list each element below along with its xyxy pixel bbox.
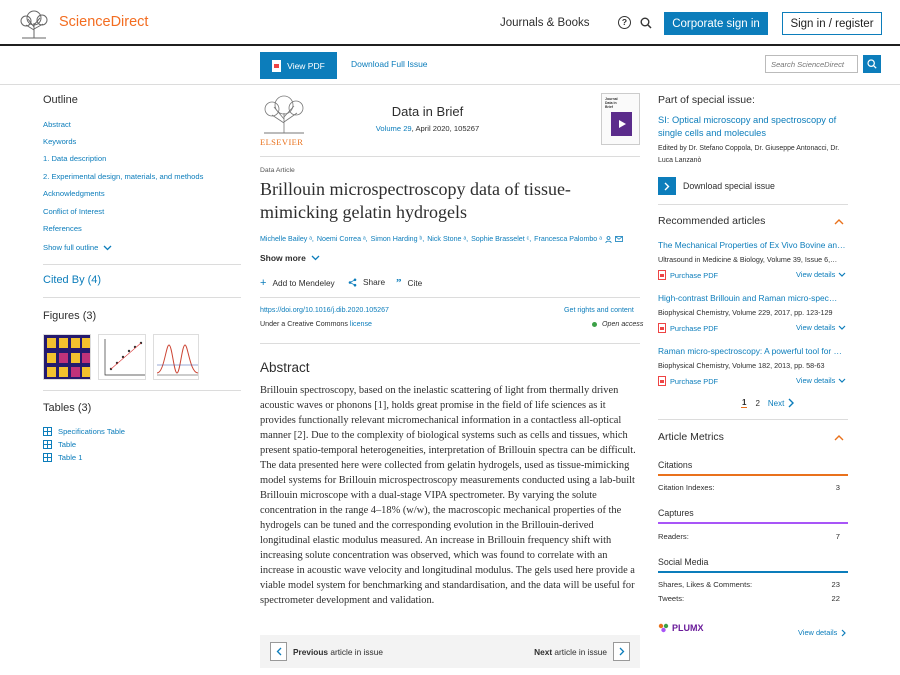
table-link-label: Table: [58, 440, 77, 449]
show-more-button[interactable]: [260, 253, 320, 263]
outline-item-acknowledgments[interactable]: Acknowledgments: [43, 189, 105, 198]
recommended-article-source: Biophysical Chemistry, Volume 229, 2017, pp. 123-129: [658, 308, 833, 317]
sidebar-divider: [658, 204, 848, 205]
plumx-logo[interactable]: [658, 623, 704, 633]
journal-cover-title: Journal Data in Brief: [605, 97, 618, 109]
journal-title[interactable]: Data in Brief: [391, 104, 464, 119]
abstract-divider: [260, 343, 640, 344]
next-rest: article in issue: [552, 646, 607, 657]
table-icon: [43, 440, 52, 449]
citation-indexes-value: 3: [835, 483, 840, 492]
special-issue-title[interactable]: SI: Optical microscopy and spectroscopy of single cells and molecules: [658, 115, 837, 138]
chevron-up-icon[interactable]: [834, 218, 844, 225]
search-icon: [867, 59, 877, 69]
chevron-right-icon: [788, 398, 794, 408]
help-icon[interactable]: ?: [618, 16, 631, 29]
table-icon: [43, 427, 52, 436]
site-header: [0, 0, 900, 46]
chevron-right-icon: [658, 177, 676, 195]
chevron-down-icon: [838, 378, 846, 383]
show-full-outline-button[interactable]: [43, 243, 112, 252]
article-header-divider: [260, 156, 640, 157]
metrics-view-details-link[interactable]: [798, 628, 846, 637]
volume-link[interactable]: Volume 29: [375, 124, 412, 133]
view-details-label: View details: [796, 270, 836, 279]
citation-indexes-row: [658, 483, 840, 492]
citations-bar: [658, 474, 848, 476]
author-link[interactable]: Sophie Brasselet ᶜ,: [471, 235, 532, 243]
show-more-label: Show more: [260, 253, 306, 263]
recommended-article-title[interactable]: [658, 346, 848, 356]
sidebar-divider: [43, 264, 241, 265]
elsevier-tree-logo[interactable]: [18, 9, 50, 39]
abstract-heading: Abstract: [260, 360, 310, 375]
outline-item-references[interactable]: References: [43, 224, 82, 233]
social-media-heading: Social Media: [658, 557, 709, 567]
purchase-pdf-label: Purchase PDF: [670, 323, 719, 333]
journal-cover-image: [611, 112, 632, 136]
sidebar-divider: [658, 419, 848, 420]
open-access-label: Open access: [602, 320, 644, 328]
purchase-pdf-link[interactable]: [658, 323, 718, 333]
readers-row: [658, 532, 840, 541]
chevron-down-icon: [838, 325, 846, 330]
recommended-article-title-text: The Mechanical Properties of Ex Vivo Bovine an…: [658, 240, 846, 250]
readers-value: 7: [835, 532, 840, 541]
outline-item-conflict[interactable]: Conflict of Interest: [43, 207, 105, 216]
elsevier-logo[interactable]: [260, 93, 308, 145]
purchase-pdf-link[interactable]: [658, 270, 718, 280]
special-issue-label: Part of special issue:: [658, 94, 755, 106]
next-page-label: Next: [767, 398, 785, 408]
tweets-value: 22: [831, 594, 840, 603]
pdf-icon: [272, 60, 281, 72]
pdf-icon: [658, 376, 666, 386]
outline-item-abstract[interactable]: Abstract: [43, 120, 71, 129]
table-icon: [43, 453, 52, 462]
recommended-pager: [741, 398, 794, 408]
purchase-pdf-label: Purchase PDF: [670, 270, 719, 280]
license-prefix: Under a Creative Commons: [260, 320, 350, 328]
view-details-label: View details: [796, 323, 836, 332]
article-actions-divider: [260, 297, 640, 298]
abstract-text: Brillouin spectroscopy, based on the inelastic scattering of light from thermally driven acoustic waves or phonons [1], holds great promise in the field of life sciences as it provides functionally relevant micromechanical information in a contactless all-optical manner [2]. Due to the complexity of biological systems such as cells and tissues, which present spatio-temporal heterogeneities, interpretation of Brillouin spectra can be difficult. The data presented here were collected from gelatin hydrogels, used as tissue-mimicking model systems for Brillouin microspectroscopy measurements conducted using a lab-built Brillouin microscope with a dual-stage VIPA spectrometer. By varying the solute concentration in the range 4–18% (w/w), the macroscopic mechanical properties of the hydrogels can be tuned and the corresponding evolution in the Brillouin-derived longitudinal elastic modulus measured. An increase in Brillouin frequency shift with increasing solute concentration was observed, which was found to correlate with an increase in acoustic wave velocity and longitudinal modulus. The gels used here provide a viable model system for benchmarking and standardisation, and the data will be useful for spectrometer development and validation.: [260, 385, 636, 606]
tweets-row: [658, 594, 840, 603]
page-2-button[interactable]: 2: [755, 398, 760, 408]
journal-volume: [260, 124, 595, 133]
journals-books-link[interactable]: Journals & Books: [500, 17, 590, 29]
share-button[interactable]: [348, 277, 385, 287]
table-link-table[interactable]: [43, 440, 76, 449]
special-issue-editors: Edited by Dr. Stefano Coppola, Dr. Giuseppe Antonacci, Dr. Luca Lanzanò: [658, 145, 840, 164]
abstract-body: [260, 383, 642, 608]
page-1-button[interactable]: 1: [742, 398, 747, 407]
previous-rest: article in issue: [328, 646, 383, 657]
table-link-label: Specifications Table: [58, 427, 125, 436]
search-input[interactable]: [765, 55, 858, 73]
elsevier-wordmark: ELSEVIER: [260, 137, 304, 147]
sidebar-divider: [43, 297, 241, 298]
recommended-articles-title[interactable]: Recommended articles: [658, 215, 766, 227]
article-type: Data Article: [260, 167, 295, 174]
recommended-article-title[interactable]: [658, 240, 848, 250]
captures-bar: [658, 522, 848, 524]
plumx-icon: [658, 623, 670, 633]
rights-link[interactable]: Get rights and content: [564, 306, 634, 314]
add-to-mendeley-button[interactable]: [260, 277, 335, 289]
view-details-label: View details: [798, 628, 838, 637]
author-link[interactable]: Michelle Bailey ᵃ,: [260, 235, 314, 243]
author-link[interactable]: Simon Harding ᵇ,: [370, 235, 425, 243]
previous-article-button[interactable]: [270, 642, 383, 661]
next-page-button[interactable]: [768, 398, 794, 408]
view-details-link[interactable]: [796, 376, 846, 385]
figures-title: Figures (3): [43, 310, 97, 322]
next-label: Next: [534, 646, 553, 657]
volume-info: , April 2020, 105267: [411, 124, 480, 133]
recommended-article-title-text: Raman micro-spectroscopy: A powerful tool for …: [658, 346, 842, 356]
search-icon[interactable]: [640, 17, 652, 29]
show-full-outline-label: Show full outline: [43, 243, 99, 252]
outline-item-data-description[interactable]: 1. Data description: [43, 154, 107, 163]
purchase-pdf-label: Purchase PDF: [670, 376, 719, 386]
open-access-dot-icon: [592, 322, 597, 327]
email-icon: [615, 236, 623, 242]
recommended-article-source: Biophysical Chemistry, Volume 182, 2013, pp. 58-63: [658, 361, 825, 370]
citation-indexes-label: Citation Indexes:: [658, 483, 715, 492]
cite-label: Cite: [407, 278, 423, 288]
recommended-article-source: Ultrasound in Medicine & Biology, Volume 39, Issue 6,…: [658, 255, 838, 264]
outline-item-keywords[interactable]: Keywords: [43, 137, 77, 146]
tweets-label: Tweets:: [658, 594, 685, 603]
license-link[interactable]: license: [349, 320, 372, 328]
table-link-label: Table 1: [58, 453, 83, 462]
share-label: Share: [363, 277, 386, 287]
pdf-icon: [658, 323, 666, 333]
person-icon: [605, 236, 612, 243]
chevron-down-icon: [311, 255, 320, 261]
chevron-right-icon: [613, 642, 630, 661]
plumx-label: PLUMX: [672, 623, 704, 633]
article-pager: [260, 635, 640, 668]
outline-title: Outline: [43, 94, 78, 106]
cited-by-link[interactable]: Cited By (4): [43, 274, 102, 286]
chevron-down-icon: [838, 272, 846, 277]
figure-thumbnail-3[interactable]: [153, 334, 199, 380]
outline-item-experimental-design[interactable]: 2. Experimental design, materials, and methods: [43, 172, 204, 181]
chevron-left-icon: [270, 642, 287, 661]
article-toolbar: [0, 47, 900, 85]
download-special-issue-button[interactable]: [658, 177, 775, 195]
purchase-pdf-link[interactable]: [658, 376, 718, 386]
captures-heading: Captures: [658, 508, 694, 518]
figure-thumbnail-1[interactable]: [43, 334, 91, 380]
shares-row: [658, 580, 840, 589]
recommended-article-title[interactable]: [658, 293, 848, 303]
pdf-icon: [658, 270, 666, 280]
view-pdf-button[interactable]: [260, 52, 337, 79]
table-link-table-1[interactable]: [43, 453, 83, 462]
shares-value: 23: [831, 580, 840, 589]
next-article-button[interactable]: [534, 642, 630, 661]
signin-register-button[interactable]: Sign in / register: [782, 12, 882, 35]
shares-label: Shares, Likes & Comments:: [658, 580, 753, 589]
quote-icon: ”: [396, 277, 402, 289]
recommended-article-title-text: High-contrast Brillouin and Raman micro-spec…: [658, 293, 838, 303]
add-to-mendeley-label: Add to Mendeley: [272, 278, 335, 288]
table-link-specifications[interactable]: [43, 427, 125, 436]
search-submit-button[interactable]: [863, 55, 881, 73]
license-line: [260, 320, 372, 328]
author-link[interactable]: Nick Stone ᵃ,: [427, 235, 469, 243]
corporate-signin-button[interactable]: Corporate sign in: [664, 12, 768, 35]
chevron-up-icon[interactable]: [834, 434, 844, 441]
cite-button[interactable]: [396, 277, 422, 289]
social-media-bar: [658, 571, 848, 573]
download-special-issue-label: Download special issue: [683, 181, 775, 191]
sidebar-divider: [43, 390, 241, 391]
share-icon: [348, 278, 357, 287]
view-details-link[interactable]: [796, 270, 846, 279]
chevron-down-icon: [103, 245, 112, 251]
tables-title: Tables (3): [43, 402, 92, 414]
readers-label: Readers:: [658, 532, 689, 541]
article-metrics-title[interactable]: Article Metrics: [658, 431, 724, 443]
view-details-label: View details: [796, 376, 836, 385]
plus-icon: +: [260, 277, 267, 289]
author-list: [260, 235, 623, 243]
open-access-badge: [592, 320, 643, 328]
figure-thumbnail-2[interactable]: [98, 334, 146, 380]
sciencedirect-logo[interactable]: ScienceDirect: [59, 14, 149, 30]
journal-cover[interactable]: [601, 93, 640, 145]
view-details-link[interactable]: [796, 323, 846, 332]
chevron-right-icon: [841, 629, 846, 637]
article-title: Brillouin microspectroscopy data of tissue-mimicking gelatin hydrogels: [260, 179, 571, 222]
download-full-issue-link[interactable]: Download Full Issue: [351, 59, 428, 69]
doi-link[interactable]: https://doi.org/10.1016/j.dib.2020.105267: [260, 306, 389, 314]
citations-heading: Citations: [658, 460, 693, 470]
previous-label: Previous: [293, 646, 329, 657]
view-pdf-label: View PDF: [287, 60, 325, 71]
author-link[interactable]: Noemi Correa ᵃ,: [316, 235, 368, 243]
author-link[interactable]: Francesca Palombo ᵃ: [534, 235, 602, 243]
